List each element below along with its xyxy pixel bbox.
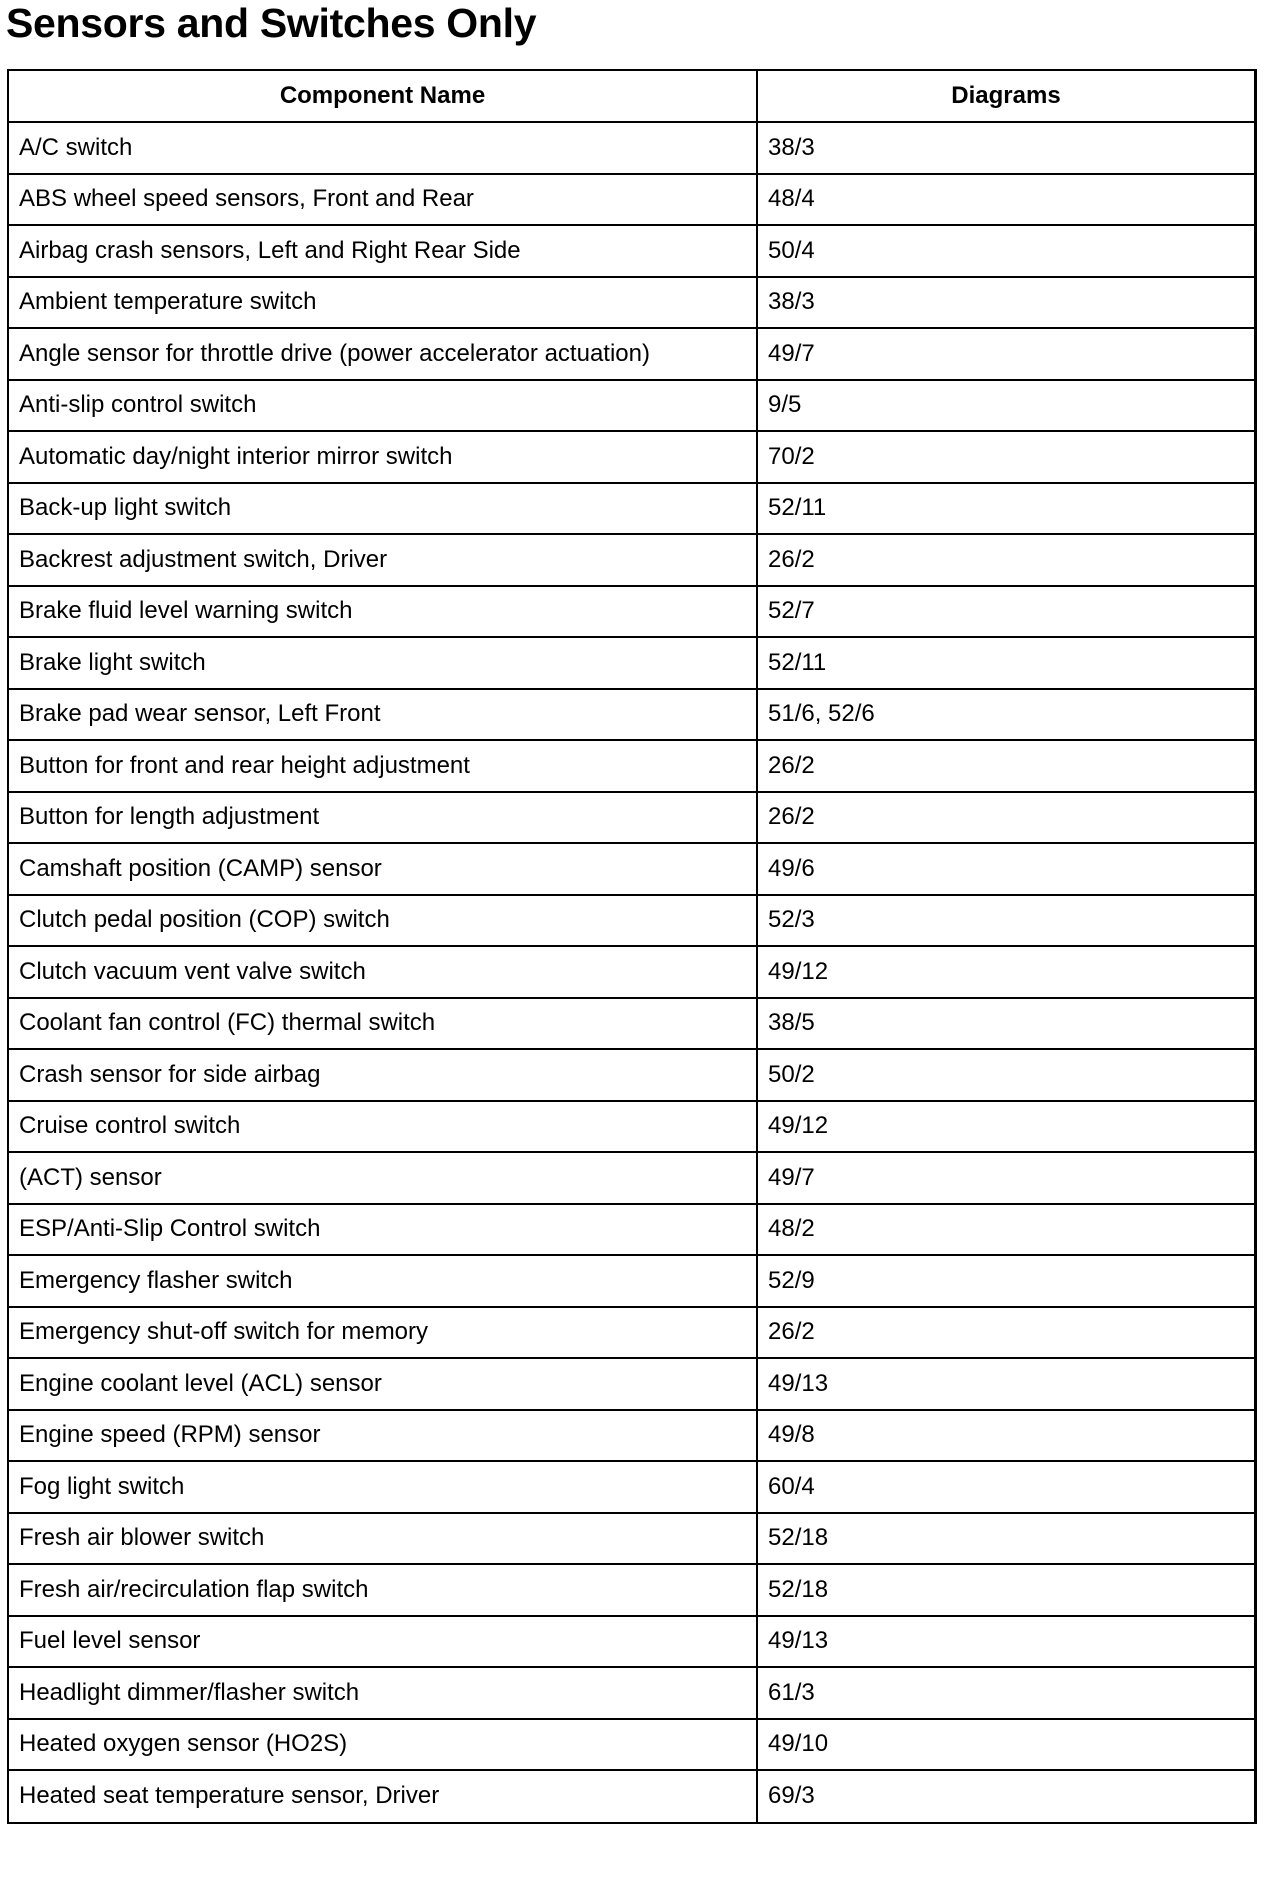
diagrams-cell: 50/2	[757, 1049, 1254, 1101]
component-name-cell: Fog light switch	[9, 1461, 757, 1513]
table-row	[9, 174, 1254, 226]
diagrams-cell: 49/7	[757, 1152, 1254, 1204]
component-name-cell: Camshaft position (CAMP) sensor	[9, 843, 757, 895]
diagrams-cell: 52/18	[757, 1513, 1254, 1565]
diagrams-cell: 49/8	[757, 1410, 1254, 1462]
table-row	[9, 277, 1254, 329]
component-name-cell: Back-up light switch	[9, 483, 757, 535]
diagrams-cell: 50/4	[757, 225, 1254, 277]
diagrams-cell: 48/2	[757, 1204, 1254, 1256]
component-name-cell: Engine coolant level (ACL) sensor	[9, 1358, 757, 1410]
table-row	[9, 1049, 1254, 1101]
table-row	[9, 895, 1254, 947]
table-row	[9, 328, 1254, 380]
component-name-cell: Emergency shut-off switch for memory	[9, 1307, 757, 1359]
page-title: Sensors and Switches Only	[6, 0, 537, 46]
table-row	[9, 122, 1254, 174]
diagrams-cell: 9/5	[757, 380, 1254, 432]
diagrams-cell: 38/5	[757, 998, 1254, 1050]
column-header-component-name: Component Name	[9, 71, 757, 122]
diagrams-cell: 60/4	[757, 1461, 1254, 1513]
table-row	[9, 380, 1254, 432]
component-name-cell: Headlight dimmer/flasher switch	[9, 1667, 757, 1719]
diagrams-cell: 49/13	[757, 1616, 1254, 1668]
component-name-cell: Brake fluid level warning switch	[9, 586, 757, 638]
table-row	[9, 843, 1254, 895]
component-name-cell: Cruise control switch	[9, 1101, 757, 1153]
diagrams-cell: 52/7	[757, 586, 1254, 638]
component-name-cell: Fresh air blower switch	[9, 1513, 757, 1565]
table-row	[9, 1616, 1254, 1668]
diagrams-cell: 52/11	[757, 483, 1254, 535]
diagrams-cell: 49/10	[757, 1719, 1254, 1771]
component-name-cell: Fuel level sensor	[9, 1616, 757, 1668]
component-name-cell: Angle sensor for throttle drive (power accelerator actuation)	[9, 328, 757, 380]
diagrams-cell: 52/11	[757, 637, 1254, 689]
component-name-cell: Backrest adjustment switch, Driver	[9, 534, 757, 586]
component-name-cell: Airbag crash sensors, Left and Right Rear Side	[9, 225, 757, 277]
component-name-cell: ABS wheel speed sensors, Front and Rear	[9, 174, 757, 226]
component-name-cell: ESP/Anti-Slip Control switch	[9, 1204, 757, 1256]
diagrams-cell: 69/3	[768, 1782, 815, 1810]
table-row	[9, 534, 1254, 586]
component-name-cell: Engine speed (RPM) sensor	[9, 1410, 757, 1462]
diagrams-cell: 26/2	[757, 1307, 1254, 1359]
diagrams-cell: 51/6, 52/6	[757, 689, 1254, 741]
diagrams-cell: 52/18	[757, 1564, 1254, 1616]
table-row	[9, 225, 1254, 277]
diagrams-cell: 49/13	[757, 1358, 1254, 1410]
table-row	[9, 1152, 1254, 1204]
table-row	[9, 637, 1254, 689]
component-name-cell: Ambient temperature switch	[9, 277, 757, 329]
table-row	[9, 1358, 1254, 1410]
table-header-row	[9, 71, 1254, 122]
table-row	[9, 946, 1254, 998]
column-header-diagrams: Diagrams	[757, 71, 1254, 122]
table-row	[9, 1513, 1254, 1565]
diagrams-cell: 52/9	[757, 1255, 1254, 1307]
component-name-cell: (ACT) sensor	[9, 1152, 757, 1204]
table-row	[9, 483, 1254, 535]
table-row	[9, 1204, 1254, 1256]
diagrams-cell: 49/7	[757, 328, 1254, 380]
table-row	[9, 740, 1254, 792]
diagrams-cell: 49/6	[757, 843, 1254, 895]
diagrams-cell: 70/2	[757, 431, 1254, 483]
diagrams-cell: 26/2	[757, 534, 1254, 586]
diagrams-cell: 49/12	[757, 946, 1254, 998]
diagrams-cell: 38/3	[757, 277, 1254, 329]
table-body	[9, 122, 1254, 1822]
component-name-cell: Clutch pedal position (COP) switch	[9, 895, 757, 947]
table-row	[9, 1255, 1254, 1307]
diagrams-cell: 38/3	[757, 122, 1254, 174]
component-name-cell: Fresh air/recirculation flap switch	[9, 1564, 757, 1616]
component-name-cell: Coolant fan control (FC) thermal switch	[9, 998, 757, 1050]
diagrams-cell: 49/12	[757, 1101, 1254, 1153]
table-row	[9, 792, 1254, 844]
table-row	[9, 1101, 1254, 1153]
table-row	[9, 1461, 1254, 1513]
component-name-cell: Automatic day/night interior mirror switch	[9, 431, 757, 483]
table-row	[9, 998, 1254, 1050]
diagrams-cell: 61/3	[757, 1667, 1254, 1719]
table-row	[9, 1719, 1254, 1771]
component-name-cell: Heated oxygen sensor (HO2S)	[9, 1719, 757, 1771]
component-table	[9, 71, 1254, 1822]
table-row	[9, 431, 1254, 483]
table-row	[9, 1667, 1254, 1719]
table-row	[9, 586, 1254, 638]
table-row	[9, 1410, 1254, 1462]
component-table-frame	[7, 69, 1257, 1824]
table-row	[9, 1564, 1254, 1616]
diagrams-cell: 48/4	[757, 174, 1254, 226]
table-row	[9, 1307, 1254, 1359]
component-name-cell: Emergency flasher switch	[9, 1255, 757, 1307]
component-name-cell: Crash sensor for side airbag	[9, 1049, 757, 1101]
diagrams-cell: 52/3	[757, 895, 1254, 947]
component-name-cell: Brake light switch	[9, 637, 757, 689]
component-name-cell: Clutch vacuum vent valve switch	[9, 946, 757, 998]
component-name-cell: Heated seat temperature sensor, Driver	[9, 1770, 757, 1822]
component-name-cell: Anti-slip control switch	[9, 380, 757, 432]
table-row	[9, 1770, 1254, 1822]
component-name-cell: A/C switch	[9, 122, 757, 174]
component-name-cell: Brake pad wear sensor, Left Front	[9, 689, 757, 741]
component-name-cell: Button for front and rear height adjustment	[9, 740, 757, 792]
component-name-cell: Button for length adjustment	[9, 792, 757, 844]
diagrams-cell: 26/2	[757, 792, 1254, 844]
table-row	[9, 689, 1254, 741]
diagrams-cell: 26/2	[757, 740, 1254, 792]
